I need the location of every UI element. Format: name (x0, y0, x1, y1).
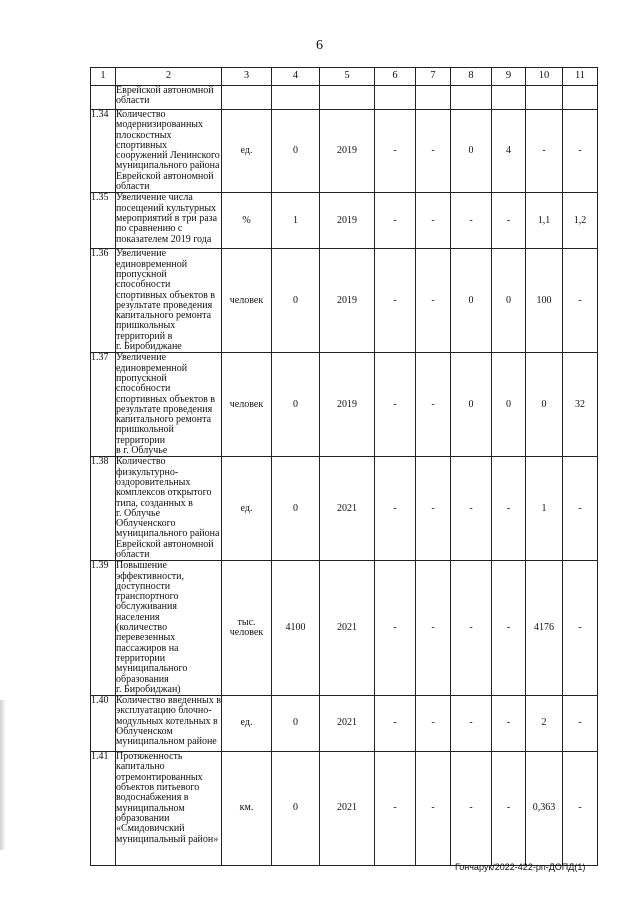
table-cell: - (492, 696, 526, 752)
table-cell: ед. (222, 696, 272, 752)
header-cell: 8 (451, 68, 492, 86)
row-number: 1.34 (91, 110, 116, 193)
row-number: 1.41 (91, 752, 116, 866)
header-cell: 2 (116, 68, 222, 86)
header-cell: 11 (563, 68, 598, 86)
indicator-name: Увеличение единовременной пропускной способности спортивных объектов в результате проведения капитального ремонта пришкольной территории в г. Облучье (116, 353, 222, 457)
row-number: 1.36 (91, 249, 116, 353)
table-cell: - (526, 110, 563, 193)
table-cell (320, 86, 375, 110)
header-cell: 1 (91, 68, 116, 86)
table-cell: - (492, 193, 526, 249)
table-cell: - (416, 561, 451, 696)
table-cell: 1,1 (526, 193, 563, 249)
table-cell (272, 86, 320, 110)
row-number (91, 86, 116, 110)
indicator-name: Увеличение числа посещений культурных мероприятий в три раза по сравнению с показателем 2019 года (116, 193, 222, 249)
table-cell: - (375, 249, 416, 353)
table-cell: - (375, 110, 416, 193)
table-cell (416, 86, 451, 110)
table-cell: - (375, 752, 416, 866)
table-cell: - (563, 110, 598, 193)
table-row (91, 561, 598, 696)
table-cell: 0 (272, 110, 320, 193)
table-cell (451, 86, 492, 110)
table-cell: - (451, 561, 492, 696)
table-cell: 100 (526, 249, 563, 353)
table-cell: - (563, 696, 598, 752)
table-row (91, 110, 598, 193)
header-cell: 6 (375, 68, 416, 86)
indicator-name: Количество физкультурно- оздоровительных комплексов открытого типа, созданных в г. Облучье Облученского муниципального района Еврейской автономной области (116, 457, 222, 561)
table-cell: 1 (526, 457, 563, 561)
table-cell (222, 86, 272, 110)
indicator-name: Протяженность капитально отремонтированных объектов питьевого водоснабжения в муниципальном образовании «Смидовичский муниципальный район» (116, 752, 222, 866)
table-cell: 0 (451, 110, 492, 193)
table-cell: 0 (526, 353, 563, 457)
table-cell: 0 (272, 249, 320, 353)
table-row (91, 457, 598, 561)
table-cell: - (416, 696, 451, 752)
table-cell: - (375, 696, 416, 752)
table-cell: - (492, 561, 526, 696)
table-cell (375, 86, 416, 110)
table-cell: ед. (222, 457, 272, 561)
scan-edge-shadow (0, 700, 6, 850)
row-number: 1.40 (91, 696, 116, 752)
table-cell: 0 (451, 353, 492, 457)
table-cell: 0 (272, 752, 320, 866)
table-cell: 4176 (526, 561, 563, 696)
table-cell: - (563, 561, 598, 696)
table-cell: 0 (272, 353, 320, 457)
table-cell: 2021 (320, 457, 375, 561)
table-cell (526, 86, 563, 110)
table-cell: 2019 (320, 110, 375, 193)
table-cell: 4100 (272, 561, 320, 696)
table-cell: - (416, 457, 451, 561)
table-cell: км. (222, 752, 272, 866)
header-cell: 5 (320, 68, 375, 86)
table-cell: % (222, 193, 272, 249)
table-cell: - (416, 110, 451, 193)
table-cell: - (416, 249, 451, 353)
table-cell: - (492, 457, 526, 561)
table-cell: 2 (526, 696, 563, 752)
table-cell: 1 (272, 193, 320, 249)
table-cell: - (416, 193, 451, 249)
indicator-name: Увеличение единовременной пропускной способности спортивных объектов в результате проведения капитального ремонта пришкольных территорий в г. Биробиджане (116, 249, 222, 353)
table-cell: 2021 (320, 696, 375, 752)
table-row (91, 752, 598, 866)
page-number: 6 (316, 38, 323, 53)
row-number: 1.35 (91, 193, 116, 249)
table-cell: 2021 (320, 561, 375, 696)
table-cell: - (375, 353, 416, 457)
table-cell: - (563, 457, 598, 561)
indicators-table (90, 67, 598, 866)
table-cell (492, 86, 526, 110)
table-cell: 0 (492, 353, 526, 457)
table-cell: 32 (563, 353, 598, 457)
table-cell: 0,363 (526, 752, 563, 866)
header-cell: 10 (526, 68, 563, 86)
table-cell (563, 86, 598, 110)
table-cell: 2019 (320, 249, 375, 353)
table-cell: - (563, 752, 598, 866)
table-cell: - (451, 193, 492, 249)
table-cell: 4 (492, 110, 526, 193)
table-row (91, 86, 598, 110)
header-cell: 7 (416, 68, 451, 86)
table-row (91, 696, 598, 752)
table-row (91, 249, 598, 353)
header-row (91, 68, 598, 86)
table-cell: 2019 (320, 193, 375, 249)
indicator-name: Количество модернизированных плоскостных спортивных сооружений Ленинского муниципального района Еврейской автономной области (116, 109, 220, 193)
header-cell: 3 (222, 68, 272, 86)
table-row (91, 193, 598, 249)
table-cell: тыс. человек (222, 561, 272, 696)
table-cell: 0 (272, 696, 320, 752)
table-cell: - (451, 752, 492, 866)
header-cell: 4 (272, 68, 320, 86)
indicator-name: Повышение эффективности, доступности транспортного обслуживания населения (количество перевезенных пассажиров на территории муниципального образования г. Биробиджан) (116, 561, 222, 696)
header-cell: 9 (492, 68, 526, 86)
table-cell: - (375, 193, 416, 249)
table-cell: 1,2 (563, 193, 598, 249)
document-reference-footer: Гончарук/2022-422-рп-ДОПД(1) (455, 862, 586, 872)
row-number: 1.39 (91, 561, 116, 696)
table-cell: - (451, 457, 492, 561)
table-row (91, 353, 598, 457)
indicator-name: Количество введенных в эксплуатацию блочно- модульных котельных в Облученском муниципальном районе (116, 696, 222, 752)
indicator-name: Еврейской автономной области (116, 86, 222, 110)
table-cell: - (492, 752, 526, 866)
table-cell: 2021 (320, 752, 375, 866)
table-cell: человек (222, 249, 272, 353)
table-cell: 0 (272, 457, 320, 561)
table-cell: - (451, 696, 492, 752)
table-cell: - (563, 249, 598, 353)
table-cell: человек (222, 353, 272, 457)
table-cell: 0 (492, 249, 526, 353)
table-cell: 2019 (320, 353, 375, 457)
table-cell: - (375, 457, 416, 561)
table-cell: ед. (222, 110, 272, 193)
table-cell: - (416, 752, 451, 866)
table-cell: - (375, 561, 416, 696)
table-cell: - (416, 353, 451, 457)
row-number: 1.37 (91, 353, 116, 457)
table-cell: 0 (451, 249, 492, 353)
row-number: 1.38 (91, 457, 116, 561)
